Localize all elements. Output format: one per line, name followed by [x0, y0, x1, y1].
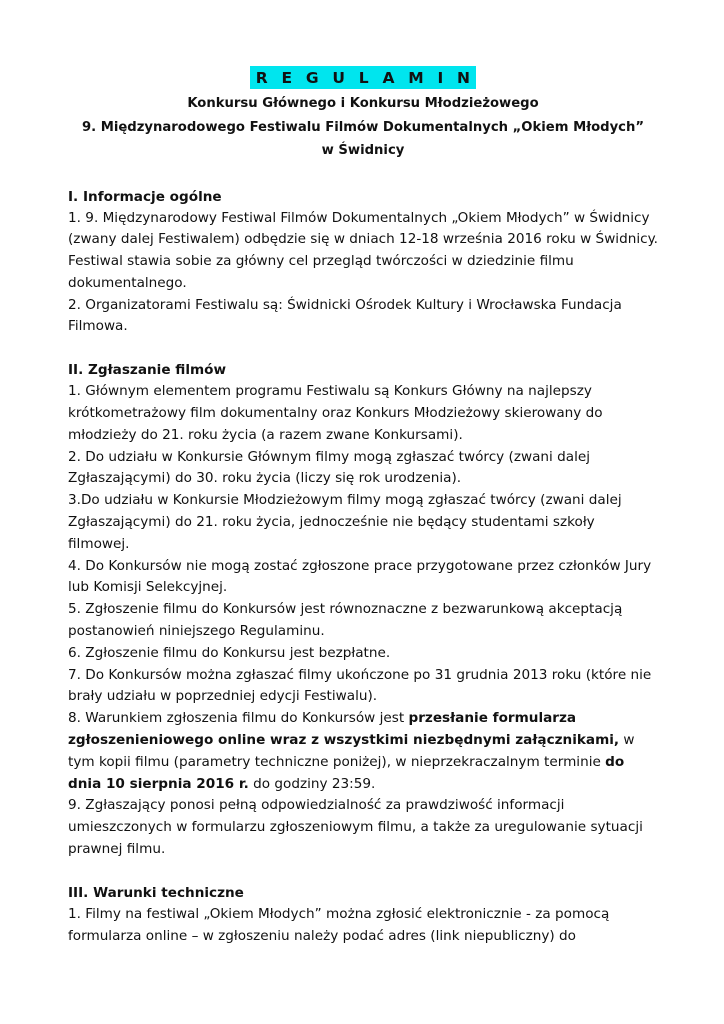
- paragraph: 4. Do Konkursów nie mogą zostać zgłoszone prace przygotowane przez członków Jury lub Komisji Selekcyjnej.: [68, 557, 652, 596]
- text-run: w tym kopii filmu (parametry techniczne poniżej), w nieprzekraczalnym terminie: [68, 732, 635, 770]
- paragraph-deadline: [68, 708, 658, 795]
- paragraph: 5. Zgłoszenie filmu do Konkursów jest równoznaczne z bezwarunkową akceptacją postanowień niniejszego Regulaminu.: [68, 601, 623, 640]
- paragraph: 2. Do udziału w Konkursie Głównym filmy mogą zgłaszać twórcy (zwani dalej Zgłaszającymi) do 30. roku życia (liczy się rok urodzenia).: [68, 448, 591, 487]
- text-run: do godziny 23:59.: [248, 775, 376, 792]
- section-technical-conditions: [68, 883, 658, 948]
- document-title: R E G U L A M I N: [250, 66, 476, 89]
- title-block: [68, 66, 658, 92]
- section-general-info: [68, 187, 658, 339]
- document-page: [68, 66, 658, 947]
- section-film-submission: [68, 360, 658, 861]
- bold-run-deadline: do dnia 10 sierpnia 2016 r.: [68, 753, 625, 792]
- paragraph: 9. Zgłaszający ponosi pełną odpowiedzialność za prawdziwość informacji umieszczonych w formularzu zgłoszeniowym filmu, a także za uregulowanie sytuacji prawnej filmu.: [68, 797, 643, 858]
- paragraph: 6. Zgłoszenie filmu do Konkursu jest bezpłatne.: [68, 644, 391, 661]
- subtitle-line-3: w Świdnicy: [321, 143, 405, 158]
- paragraph: 2. Organizatorami Festiwalu są: Świdnicki Ośrodek Kultury i Wrocławska Fundacja Filmowa.: [68, 296, 622, 335]
- subtitle-line-2: 9. Międzynarodowego Festiwalu Filmów Dokumentalnych „Okiem Młodych”: [81, 119, 645, 135]
- paragraph: 1. Głównym elementem programu Festiwalu są Konkurs Główny na najlepszy krótkometrażowy film dokumentalny oraz Konkurs Młodzieżowy skierowany do młodzieży do 21. roku życia (a razem zwane Konkursami).: [68, 383, 603, 443]
- text-run: 8. Warunkiem zgłoszenia filmu do Konkursów jest: [68, 710, 409, 727]
- paragraph: 7. Do Konkursów można zgłaszać filmy ukończone po 31 grudnia 2013 roku (które nie brały udziału w poprzedniej edycji Festiwalu).: [68, 666, 652, 705]
- paragraph: 1. Filmy na festiwal „Okiem Młodych” można zgłosić elektronicznie - za pomocą formularza online – w zgłoszeniu należy podać adres (link niepubliczny) do: [68, 905, 610, 944]
- section-heading: II. Zgłaszanie filmów: [68, 362, 227, 379]
- subtitle-line-1: Konkursu Głównego i Konkursu Młodzieżowego: [187, 96, 539, 111]
- section-heading: I. Informacje ogólne: [68, 188, 222, 205]
- section-heading: III. Warunki techniczne: [68, 884, 244, 901]
- bold-run: przesłanie formularza zgłoszenieniowego online wraz z wszystkimi niezbędnymi załącznikami,: [68, 710, 620, 749]
- paragraph: 3.Do udziału w Konkursie Młodzieżowym filmy mogą zgłaszać twórcy (zwani dalej Zgłaszającymi) do 21. roku życia, jednocześnie nie będący studentami szkoły filmowej.: [68, 492, 622, 552]
- paragraph: 1. 9. Międzynarodowy Festiwal Filmów Dokumentalnych „Okiem Młodych” w Świdnicy (zwany dalej Festiwalem) odbędzie się w dniach 12-18 września 2016 roku w Świdnicy. Festiwal stawia sobie za główny cel przegląd twórczości w dziedzinie filmu dokumentalnego.: [68, 209, 659, 291]
